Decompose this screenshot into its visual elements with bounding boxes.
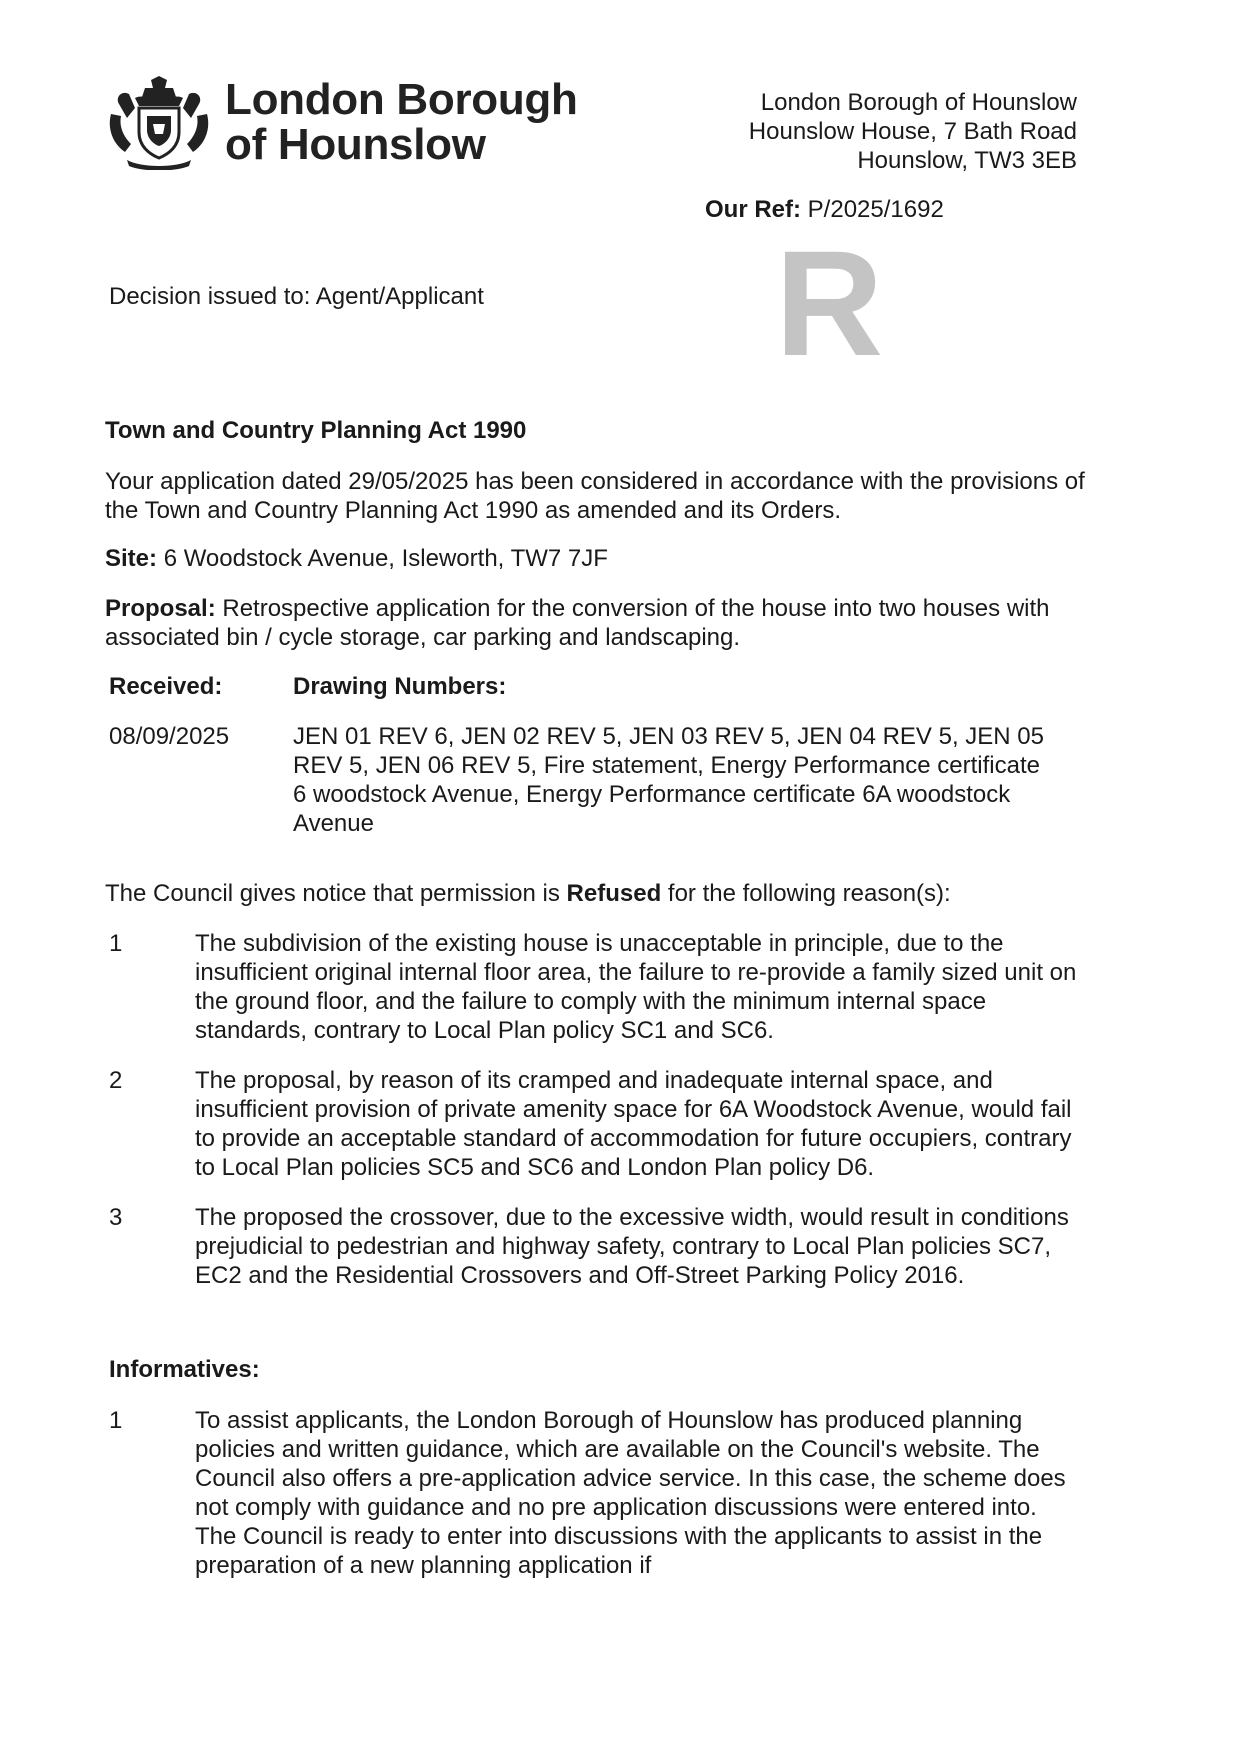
- proposal-label: Proposal:: [105, 595, 216, 622]
- act-heading: Town and Country Planning Act 1990: [105, 417, 527, 444]
- council-logo: [105, 74, 578, 170]
- reason-number: 3: [109, 1204, 123, 1231]
- refusal-reasons-list: [109, 929, 1095, 1290]
- site-line: [105, 544, 1105, 573]
- informative-number: 1: [109, 1407, 123, 1434]
- drawings-header-row: [109, 672, 506, 701]
- received-date: 08/09/2025: [109, 723, 230, 750]
- drawing-numbers: JEN 01 REV 6, JEN 02 REV 5, JEN 03 REV 5, JEN 04 REV 5, JEN 05 REV 5, JEN 06 REV 5, Fire statement, Energy Performance certificate 6 woodstock Avenue, Energy Performance certificate 6A woodstock Avenue: [293, 723, 1044, 837]
- reason-number: 1: [109, 930, 123, 957]
- council-address: [657, 88, 1077, 175]
- decision-issued-to: Decision issued to: Agent/Applicant: [109, 283, 484, 310]
- proposal-paragraph: [105, 594, 1105, 652]
- notice-prefix: The Council gives notice that permission is: [105, 880, 560, 907]
- site-value: 6 Woodstock Avenue, Isleworth, TW7 7JF: [163, 545, 608, 572]
- address-line: Hounslow, TW3 3EB: [857, 147, 1077, 174]
- drawings-data-row: [109, 722, 1053, 838]
- address-line: London Borough of Hounslow: [760, 89, 1077, 116]
- proposal-value: Retrospective application for the conversion of the house into two houses with associated bin / cycle storage, car parking and landscaping.: [105, 595, 1050, 651]
- logo-wordmark: [225, 77, 578, 167]
- reason-text: The proposal, by reason of its cramped and inadequate internal space, and insufficient provision of private amenity space for 6A Woodstock Avenue, would fail to provide an acceptable standard of accommodation for future occupiers, contrary to Local Plan policies SC5 and SC6 and London Plan policy D6.: [195, 1067, 1072, 1181]
- our-ref-label: Our Ref:: [705, 196, 801, 223]
- received-header: Received:: [109, 673, 223, 700]
- logo-text-line2: of Hounslow: [225, 120, 486, 169]
- logo-text-line1: London Borough: [225, 75, 578, 124]
- reason-item: [109, 1203, 1095, 1290]
- notice-suffix: for the following reason(s):: [667, 880, 951, 907]
- address-line: Hounslow House, 7 Bath Road: [748, 118, 1077, 145]
- reason-text: The subdivision of the existing house is unacceptable in principle, due to the insufficient original internal floor area, the failure to re-provide a family sized unit on the ground floor, and the failure to comply with the minimum internal space standards, contrary to Local Plan policy SC1 and SC6.: [195, 930, 1077, 1044]
- reason-text: The proposed the crossover, due to the excessive width, would result in conditions prejudicial to pedestrian and highway safety, contrary to Local Plan policies SC7, EC2 and the Residential Crossovers and Off-Street Parking Policy 2016.: [195, 1204, 1069, 1289]
- site-label: Site:: [105, 545, 158, 572]
- refusal-notice: [105, 879, 1105, 908]
- reason-number: 2: [109, 1067, 123, 1094]
- reason-item: [109, 929, 1095, 1045]
- our-ref-value: P/2025/1692: [807, 196, 944, 223]
- informative-text: To assist applicants, the London Borough of Hounslow has produced planning policies and written guidance, which are available on the Council's website. The Council also offers a pre-application advice service. In this case, the scheme does not comply with guidance and no pre application discussions were entered into. The Council is ready to enter into discussions with the applicants to assist in the preparation of a new planning application if: [195, 1407, 1066, 1579]
- informatives-heading: Informatives:: [109, 1356, 260, 1383]
- intro-paragraph: Your application dated 29/05/2025 has been considered in accordance with the provisions of the Town and Country Planning Act 1990 as amended and its Orders.: [105, 468, 1085, 524]
- drawing-numbers-header: Drawing Numbers:: [293, 673, 507, 700]
- informatives-list: [109, 1406, 1075, 1580]
- decision-mark: R: [775, 219, 884, 387]
- coat-of-arms-icon: [105, 74, 213, 170]
- reason-item: [109, 1066, 1095, 1182]
- notice-decision: Refused: [566, 880, 662, 907]
- informative-item: [109, 1406, 1075, 1580]
